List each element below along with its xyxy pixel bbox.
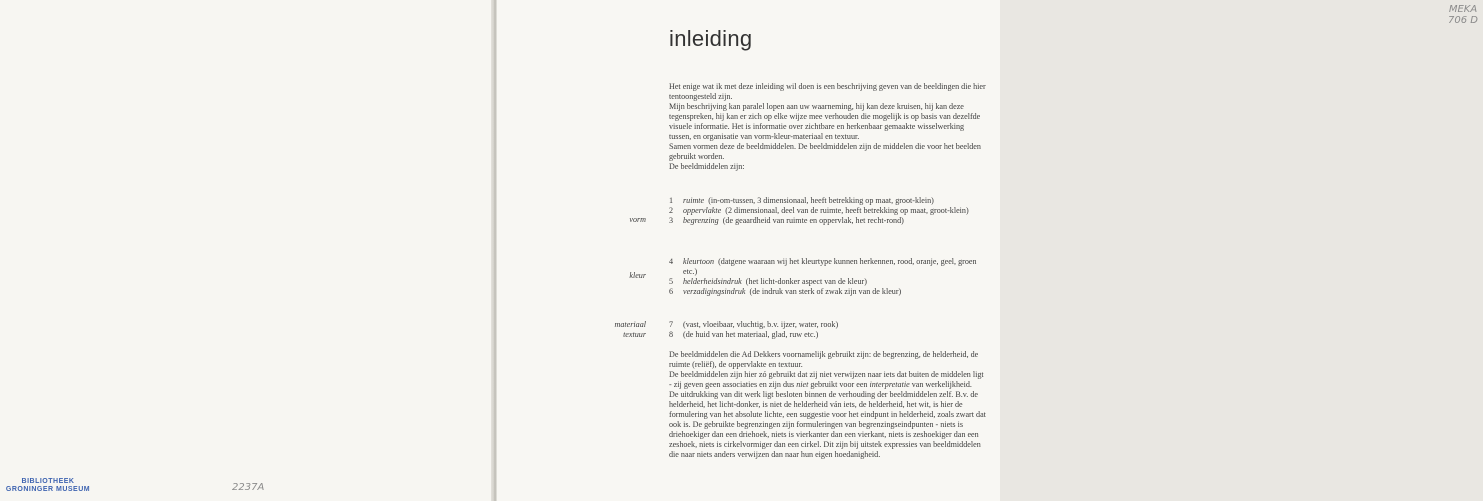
emphasis-niet: niet — [796, 380, 809, 389]
item-number: 1 — [669, 196, 674, 205]
library-stamp — [5, 478, 91, 494]
item-description: (de geaardheid van ruimte en oppervlak, het recht-rond) — [722, 216, 904, 225]
item-number: 5 — [669, 277, 674, 286]
list-item — [669, 196, 987, 206]
intro-paragraph: Mijn beschrijving kan paralel lopen aan uw waarneming, hij kan deze kruisen, hij kan deze tegenspreken, hij kan er zich op elke wijze mee verhouden die mogelijk is op basis van dezelfde visuele informatie. Het is informatie over zichtbare en herkenbaar gemaakte wisselwerking tussen, en organisatie van vorm-kleur-materiaal en textuur. — [669, 102, 981, 141]
pencil-note-line-2: 706 D — [1448, 15, 1478, 26]
item-description: (in-om-tussen, 3 dimensionaal, heeft betrekking op maat, groot-klein) — [708, 196, 934, 205]
list-item — [669, 330, 987, 340]
group-label-materiaal-textuur — [586, 320, 646, 340]
item-description: (het licht-donker aspect van de kleur) — [745, 277, 867, 286]
item-term: begrenzing — [683, 216, 719, 225]
closing-text — [669, 350, 987, 460]
text-run: van werkelijkheid. — [909, 380, 972, 389]
item-description: (vast, vloeibaar, vluchtig, b.v. ijzer, water, rook) — [683, 320, 839, 329]
stamp-line-2: GRONINGER MUSEUM — [5, 486, 91, 493]
item-description: (2 dimensionaal, deel van de ruimte, heeft betrekking op maat, groot-klein) — [725, 206, 969, 215]
left-page — [0, 0, 493, 501]
means-list-kleur — [669, 257, 987, 297]
item-term: helderheidsindruk — [683, 277, 742, 286]
text-run: De beeldmiddelen zijn hier zó gebruikt dat zij niet verwijzen naar iets dat buiten de middelen ligt - zij geven geen associaties en zijn dus — [669, 370, 984, 389]
page-title: inleiding — [669, 26, 753, 51]
intro-paragraph: Samen vormen deze de beeldmiddelen. De beeldmiddelen zijn de middelen die voor het beelden gebruikt worden. — [669, 142, 981, 161]
means-list-vorm — [669, 196, 987, 226]
means-list-materiaal — [669, 320, 987, 340]
group-label-textuur: textuur — [623, 330, 646, 339]
list-item — [669, 216, 987, 226]
item-number: 8 — [669, 330, 674, 339]
list-item — [669, 277, 987, 287]
list-item — [669, 320, 987, 330]
list-item — [669, 206, 987, 216]
item-term: ruimte — [683, 196, 705, 205]
closing-paragraph-1: De beeldmiddelen die Ad Dekkers voornamelijk gebruikt zijn: de begrenzing, de helderheid, de ruimte (reliëf), de oppervlakte en textuur. — [669, 350, 979, 369]
group-label-vorm: vorm — [629, 215, 646, 224]
closing-paragraph-3: De uitdrukking van dit werk ligt besloten binnen de verhouding der beeldmiddelen zelf. B.v. de helderheid, het licht-donker, is niet de helderheid ván iets, de helderheid, het wit, is hier de formulering van het absolute lichte, een suggestie voor het eindpunt in helderheid, zoals zwart dat ook is. De gebruikte begrenzingen zijn formuleringen van begrenzingseindpunten - niets is driehoekiger dan een driehoek, niets is vierkanter dan een vierkant, niets is zeshoekiger dan een zeshoek, niets is cirkelvormiger dan een cirkel. Dit zijn bij uitstek expressies van beeldmiddelen die naar niets anders verwijzen dan naar hun eigen hoedanigheid. — [669, 390, 986, 459]
intro-text — [669, 82, 987, 172]
item-description: (de indruk van sterk of zwak zijn van de kleur) — [749, 287, 902, 296]
item-number: 3 — [669, 216, 674, 225]
emphasis-interpretatie: interpretatie — [869, 380, 910, 389]
pencil-note-line-1: MEKA — [1448, 4, 1478, 15]
pencil-note — [1443, 4, 1483, 26]
pencil-shelfmark: 2237A — [232, 482, 265, 493]
intro-paragraph: Het enige wat ik met deze inleiding wil doen is een beschrijving geven van de beeldingen die hier tentoongesteld zijn. — [669, 82, 986, 101]
group-label-materiaal: materiaal — [614, 320, 646, 329]
text-run: gebruikt voor een — [808, 380, 870, 389]
group-label-kleur: kleur — [629, 271, 646, 280]
list-item — [669, 257, 987, 277]
item-number: 4 — [669, 257, 674, 266]
item-number: 2 — [669, 206, 674, 215]
list-item — [669, 287, 987, 297]
item-number: 7 — [669, 320, 674, 329]
intro-paragraph: De beeldmiddelen zijn: — [669, 162, 745, 171]
item-number: 6 — [669, 287, 674, 296]
stamp-line-1: BIBLIOTHEEK — [21, 478, 75, 485]
item-term: verzadigingsindruk — [683, 287, 746, 296]
item-description: (datgene waaraan wij het kleurtype kunnen herkennen, rood, oranje, geel, groen etc.) — [683, 257, 977, 276]
closing-paragraph-2 — [669, 370, 987, 390]
item-term: oppervlakte — [683, 206, 722, 215]
item-description: (de huid van het materiaal, glad, ruw etc.) — [683, 330, 819, 339]
item-term: kleurtoon — [683, 257, 715, 266]
